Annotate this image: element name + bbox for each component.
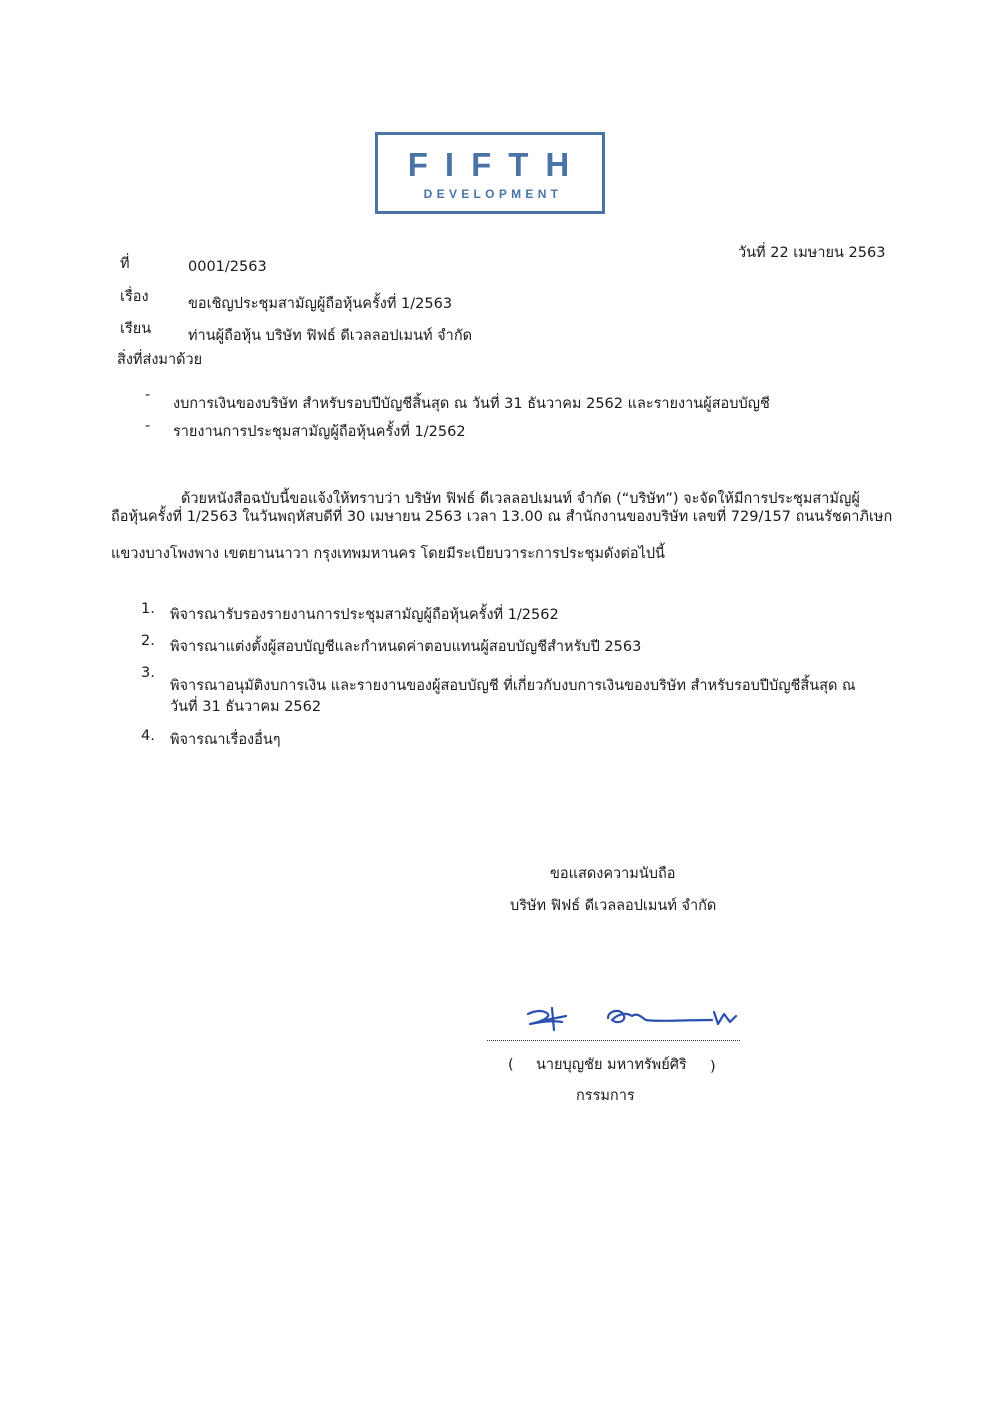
body-line: แขวงบางโพงพาง เขตยานนาวา กรุงเทพมหานคร โดยมีระเบียบวาระการประชุมดังต่อไปนี้	[111, 546, 665, 562]
body-line: ถือหุ้นครั้งที่ 1/2563 ในวันพฤหัสบดีที่ 30 เมษายน 2563 เวลา 13.00 ณ สำนักงานของบริษัท เลขที่ 729/157 ถนนรัชดาภิเษก	[111, 509, 893, 525]
agenda-item: พิจารณารับรองรายงานการประชุมสามัญผู้ถือหุ้นครั้งที่ 1/2562	[170, 607, 559, 623]
signature-line	[487, 1040, 740, 1041]
agenda-number: 4.	[141, 728, 155, 744]
agenda-number: 2.	[141, 633, 155, 649]
agenda-item: พิจารณาแต่งตั้งผู้สอบบัญชีและกำหนดค่าตอบแทนผู้สอบบัญชีสำหรับปี 2563	[170, 639, 642, 655]
closing-company: บริษัท ฟิฟธ์ ดีเวลลอปเมนท์ จำกัด	[510, 898, 717, 914]
agenda-number: 1.	[141, 601, 155, 617]
company-logo	[375, 132, 605, 214]
enclosure-item: งบการเงินของบริษัท สำหรับรอบปีบัญชีสิ้นสุด ณ วันที่ 31 ธันวาคม 2562 และรายงานผู้สอบบัญชี	[173, 396, 770, 412]
signer-name: นายบุญชัย มหาทรัพย์ศิริ	[536, 1057, 687, 1073]
ref-value: 0001/2563	[188, 259, 267, 275]
enclosure-bullet: -	[145, 387, 151, 403]
handwritten-signature	[522, 1000, 742, 1036]
enclosure-bullet: -	[145, 418, 151, 434]
agenda-item: พิจารณาเรื่องอื่นๆ	[170, 732, 281, 748]
logo-sub-text: DEVELOPMENT	[423, 187, 563, 201]
to-value: ท่านผู้ถือหุ้น บริษัท ฟิฟธ์ ดีเวลลอปเมนท์ จำกัด	[188, 328, 473, 344]
closing-regards: ขอแสดงความนับถือ	[550, 866, 676, 882]
ref-label: ที่	[120, 256, 130, 272]
agenda-item: พิจารณาอนุมัติงบการเงิน และรายงานของผู้สอบบัญชี ที่เกี่ยวกับงบการเงินของบริษัท สำหรับรอบปีบัญชีสิ้นสุด ณ	[170, 678, 856, 694]
logo-main-text: FIFTH	[407, 146, 587, 183]
agenda-number: 3.	[141, 665, 155, 681]
signer-open-paren: (	[508, 1057, 514, 1073]
subject-value: ขอเชิญประชุมสามัญผู้ถือหุ้นครั้งที่ 1/2563	[188, 296, 453, 312]
enclosure-label: สิ่งที่ส่งมาด้วย	[117, 352, 203, 368]
subject-label: เรื่อง	[120, 289, 149, 305]
signer-title: กรรมการ	[576, 1088, 635, 1104]
to-label: เรียน	[120, 321, 152, 337]
letter-date: วันที่ 22 เมษายน 2563	[738, 245, 886, 261]
agenda-item-continued: วันที่ 31 ธันวาคม 2562	[170, 699, 322, 715]
enclosure-item: รายงานการประชุมสามัญผู้ถือหุ้นครั้งที่ 1/2562	[173, 424, 466, 440]
signer-close-paren: )	[710, 1059, 716, 1075]
body-line: ด้วยหนังสือฉบับนี้ขอแจ้งให้ทราบว่า บริษัท ฟิฟธ์ ดีเวลลอปเมนท์ จำกัด (“บริษัท”) จะจัดให้มีการประชุมสามัญผู้	[181, 491, 860, 507]
